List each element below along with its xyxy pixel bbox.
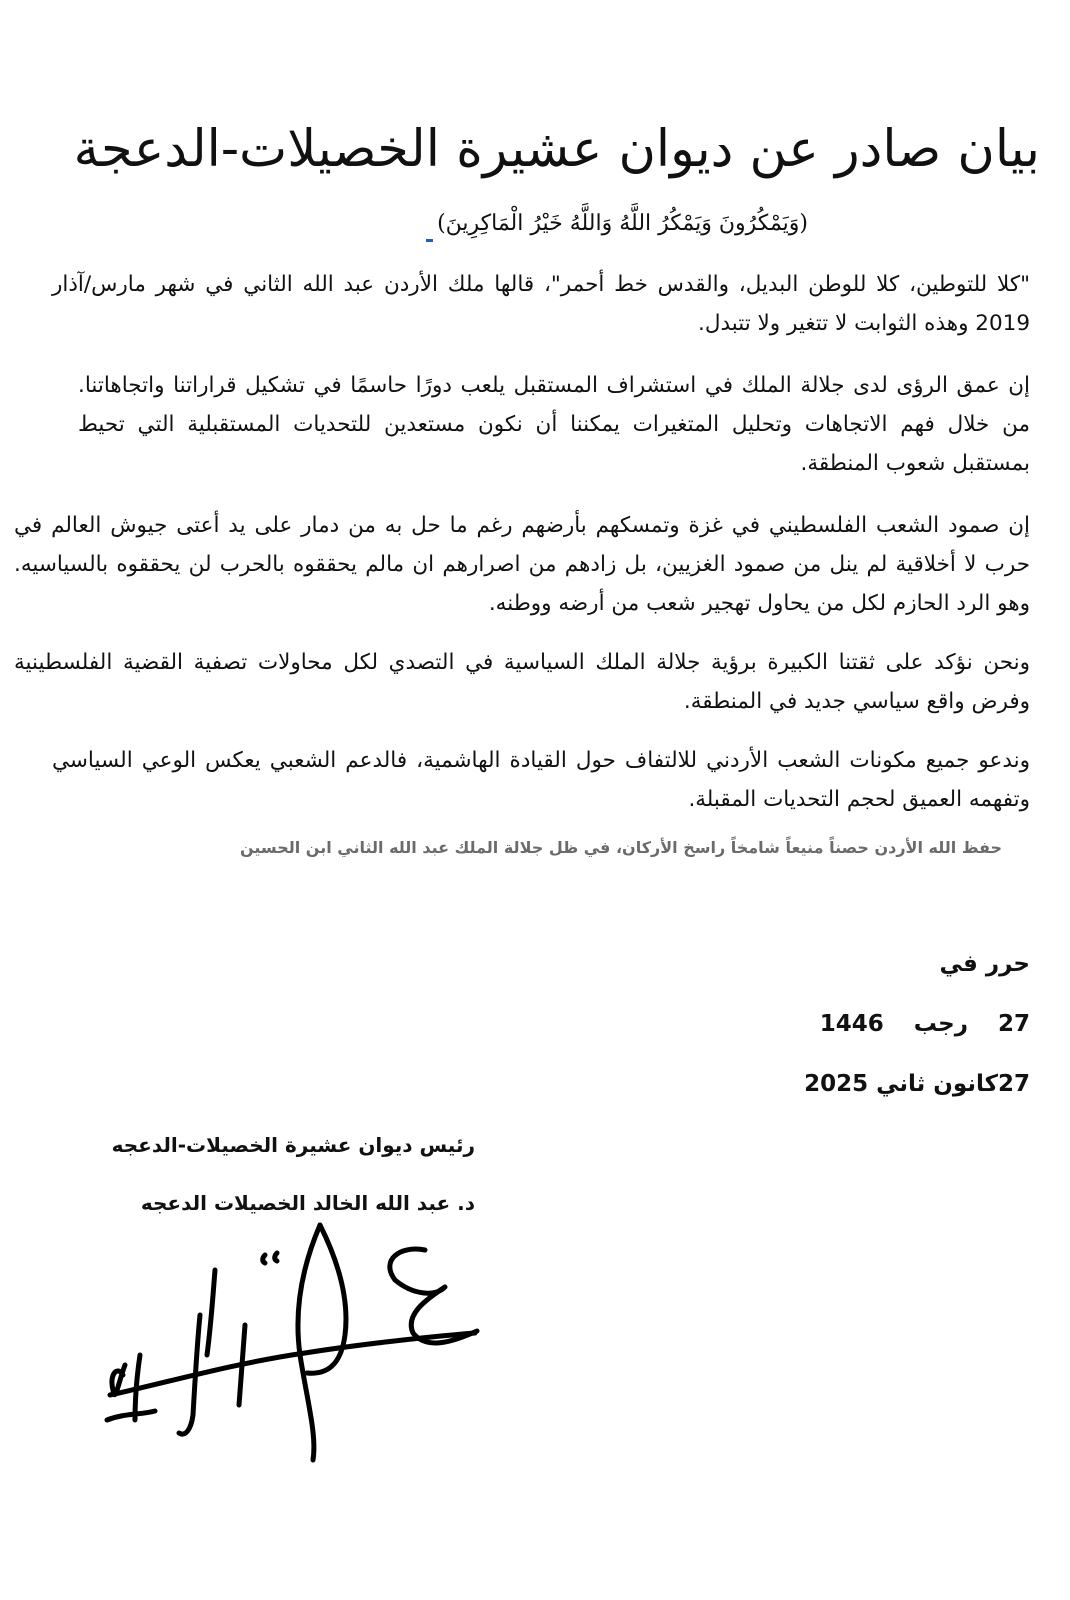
signature-stroke [263,1255,265,1263]
statement-title: بيان صادر عن ديوان عشيرة الخصيلات-الدعجة [73,120,1040,179]
signature-stroke [107,1411,155,1420]
closing-prayer: حفظ الله الأردن حصناً منيعاً شامخاً راسخ الأركان، في ظل جلالة الملك عبد الله الثاني ابن الحسين [240,838,1002,857]
verse-text: (وَيَمْكُرُونَ وَيَمْكُرُ اللَّهُ وَاللَّهُ خَيْرُ الْمَاكِرِينَ) [437,211,808,236]
signature-stroke [298,1225,320,1460]
signature-stroke [390,1249,477,1343]
paragraph-vision: إن عمق الرؤى لدى جلالة الملك في استشراف المستقبل يلعب دورًا حاسمًا في تشكيل قراراتنا واتجاهاتنا. من خلال فهم الاتجاهات وتحليل المتغيرات يمكننا أن نكون مستعدين للتحديات المستقبلية التي تحيط بمستقبل شعوب المنطقة. [78,373,1030,476]
signatory-title: رئيس ديوان عشيرة الخصيلات-الدعجه [111,1133,475,1157]
hijri-month: رجب [913,1011,968,1037]
hijri-year: 1446 [819,1011,884,1037]
signature-stroke [275,1253,277,1261]
hijri-day: 27 [997,1011,1030,1037]
issued-label: حرر في [939,951,1030,977]
hijri-date [820,1011,1030,1037]
signature-stroke [207,1270,215,1355]
quran-verse [426,210,808,242]
handwritten-signature [95,1215,495,1465]
gregorian-date: 27كانون ثاني 2025 [804,1071,1030,1097]
verse-end-mark [426,210,433,242]
paragraph-gaza: إن صمود الشعب الفلسطيني في غزة وتمسكهم بأرضهم رغم ما حل به من دمار على يد أعتى جيوش العالم في حرب لا أخلاقية لم ينل من صمود الغزيين، بل زادهم من اصرارهم ان مالم يحققوه بالحرب لن يحققوه بالسياسيه. وهو الرد الحازم لكل من يحاول تهجير شعب من أرضه ووطنه. [14,513,1030,616]
signatory-name: د. عبد الله الخالد الخصيلات الدعجه [140,1191,475,1215]
signature-stroke [110,1333,475,1395]
paragraph-call-to-unity: وندعو جميع مكونات الشعب الأردني للالتفاف حول القيادة الهاشمية، فالدعم الشعبي يعكس الوعي السياسي وتفهمه العميق لحجم التحديات المقبلة. [52,748,1030,812]
signature-stroke [239,1325,245,1405]
paragraph-confidence: ونحن نؤكد على ثقتنا الكبيرة برؤية جلالة الملك السياسية في التصدي لكل محاولات تصفية القضية الفلسطينية وفرض واقع سياسي جديد في المنطقة. [14,650,1030,714]
paragraph-king-quote: "كلا للتوطين، كلا للوطن البديل، والقدس خط أحمر"، قالها ملك الأردن عبد الله الثاني في شهر مارس/آذار 2019 وهذه الثوابت لا تتغير ولا تتبدل. [52,272,1030,336]
